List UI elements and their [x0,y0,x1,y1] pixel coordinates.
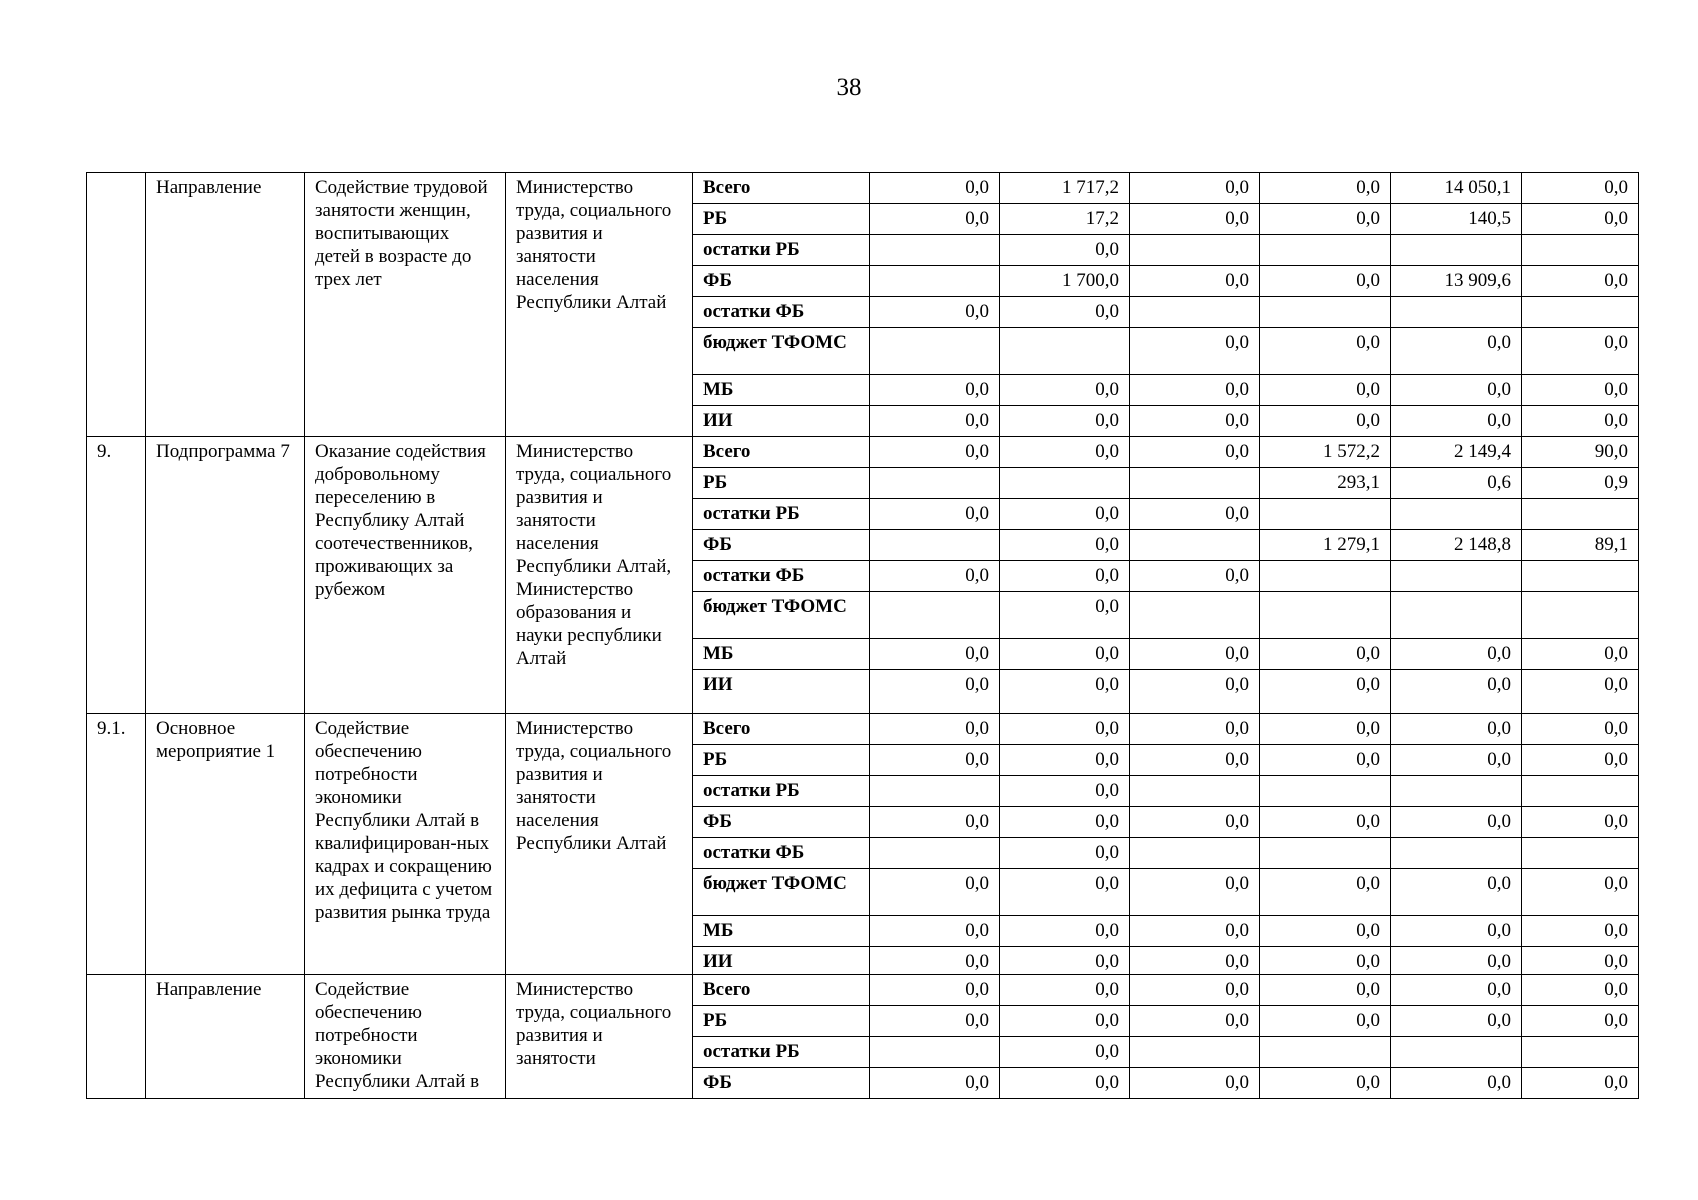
amount-cell: 0,0 [870,499,1000,530]
amount-cell: 0,0 [1000,869,1130,916]
amount-cell: 0,0 [870,437,1000,468]
funding-source: бюджет ТФОМС [693,328,870,375]
amount-cell: 0,0 [1522,807,1639,838]
amount-cell [1522,838,1639,869]
row-number: 9.1. [87,714,146,975]
executor: Министерство труда, социального развития и занятости [506,975,693,1099]
amount-cell [870,1037,1000,1068]
amount-cell: 0,9 [1522,468,1639,499]
amount-cell [870,592,1000,639]
amount-cell [870,838,1000,869]
amount-cell: 0,0 [1130,869,1260,916]
item-name: Содействие обеспечению потребности экономики Республики Алтай в квалифицирован-ных кадрах и сокращению их дефицита с учетом развития рынка труда [305,714,506,975]
funding-source: остатки РБ [693,235,870,266]
amount-cell: 0,0 [1000,406,1130,437]
item-type: Направление [146,173,305,437]
amount-cell: 0,0 [1260,1068,1391,1099]
amount-cell [1130,297,1260,328]
amount-cell: 0,0 [1522,947,1639,975]
amount-cell: 0,0 [1130,670,1260,714]
amount-cell: 0,0 [1391,869,1522,916]
amount-cell [870,776,1000,807]
amount-cell: 0,0 [1130,173,1260,204]
funding-source: Всего [693,173,870,204]
amount-cell: 0,0 [1260,1006,1391,1037]
amount-cell: 0,0 [1391,375,1522,406]
funding-source: остатки РБ [693,1037,870,1068]
amount-cell: 0,0 [1000,947,1130,975]
funding-source: ФБ [693,530,870,561]
page-number: 38 [836,74,862,101]
amount-cell: 0,0 [1391,670,1522,714]
amount-cell: 0,0 [1522,406,1639,437]
amount-cell: 0,0 [1000,1068,1130,1099]
funding-source: ФБ [693,807,870,838]
amount-cell: 293,1 [1260,468,1391,499]
amount-cell: 0,0 [1130,639,1260,670]
amount-cell: 0,0 [1260,173,1391,204]
funding-source: РБ [693,204,870,235]
funding-source: остатки РБ [693,499,870,530]
amount-cell: 0,0 [1260,916,1391,947]
amount-cell [1130,776,1260,807]
amount-cell: 0,6 [1391,468,1522,499]
amount-cell: 0,0 [1000,714,1130,745]
amount-cell: 0,0 [870,1068,1000,1099]
amount-cell [1522,1037,1639,1068]
item-type: Подпрограмма 7 [146,437,305,714]
amount-cell: 0,0 [1130,745,1260,776]
funding-source: Всего [693,714,870,745]
amount-cell: 2 148,8 [1391,530,1522,561]
amount-cell: 0,0 [1130,975,1260,1006]
amount-cell: 0,0 [1130,916,1260,947]
funding-source: ФБ [693,1068,870,1099]
amount-cell: 2 149,4 [1391,437,1522,468]
item-type: Основное мероприятие 1 [146,714,305,975]
amount-cell [870,530,1000,561]
amount-cell: 90,0 [1522,437,1639,468]
amount-cell: 1 700,0 [1000,266,1130,297]
amount-cell: 13 909,6 [1391,266,1522,297]
amount-cell: 0,0 [1000,592,1130,639]
amount-cell: 1 717,2 [1000,173,1130,204]
amount-cell: 0,0 [1522,328,1639,375]
amount-cell: 0,0 [870,561,1000,592]
amount-cell: 0,0 [1130,499,1260,530]
item-type: Направление [146,975,305,1099]
item-name: Оказание содействия добровольному переселению в Республику Алтай соотечественников, проживающих за рубежом [305,437,506,714]
amount-cell [1260,499,1391,530]
amount-cell: 140,5 [1391,204,1522,235]
amount-cell: 0,0 [1130,1068,1260,1099]
amount-cell: 0,0 [1260,406,1391,437]
funding-source: МБ [693,639,870,670]
amount-cell: 0,0 [1000,499,1130,530]
amount-cell: 0,0 [1260,869,1391,916]
row-number [87,975,146,1099]
funding-source: МБ [693,375,870,406]
amount-cell: 17,2 [1000,204,1130,235]
amount-cell [1130,1037,1260,1068]
amount-cell: 0,0 [1130,204,1260,235]
amount-cell: 0,0 [870,869,1000,916]
item-name: Содействие трудовой занятости женщин, воспитывающих детей в возрасте до трех лет [305,173,506,437]
funding-source: Всего [693,437,870,468]
amount-cell: 0,0 [1391,807,1522,838]
amount-cell: 0,0 [1260,670,1391,714]
amount-cell [870,328,1000,375]
funding-source: остатки ФБ [693,561,870,592]
executor: Министерство труда, социального развития и занятости населения Республики Алтай, Министерство образования и науки республики Алтай [506,437,693,714]
funding-source: РБ [693,745,870,776]
amount-cell: 0,0 [1260,328,1391,375]
amount-cell: 0,0 [1130,561,1260,592]
row-number [87,173,146,437]
amount-cell [1391,838,1522,869]
amount-cell [1000,328,1130,375]
amount-cell: 0,0 [1522,869,1639,916]
amount-cell: 0,0 [1000,745,1130,776]
amount-cell: 0,0 [1391,975,1522,1006]
amount-cell: 0,0 [870,406,1000,437]
amount-cell: 0,0 [870,1006,1000,1037]
amount-cell [1391,592,1522,639]
amount-cell: 14 050,1 [1391,173,1522,204]
amount-cell: 0,0 [1391,328,1522,375]
amount-cell: 0,0 [1000,297,1130,328]
amount-cell: 0,0 [870,670,1000,714]
amount-cell [1522,776,1639,807]
amount-cell [1260,592,1391,639]
table-row [87,975,1639,1006]
amount-cell: 0,0 [1000,916,1130,947]
amount-cell: 0,0 [1391,1006,1522,1037]
amount-cell: 0,0 [870,639,1000,670]
amount-cell: 0,0 [1522,204,1639,235]
funding-source: ИИ [693,947,870,975]
amount-cell: 0,0 [1130,266,1260,297]
amount-cell: 0,0 [1522,639,1639,670]
amount-cell [1391,499,1522,530]
amount-cell [1391,561,1522,592]
amount-cell: 0,0 [1522,173,1639,204]
amount-cell [1391,1037,1522,1068]
funding-source: остатки ФБ [693,297,870,328]
amount-cell: 0,0 [1000,776,1130,807]
amount-cell: 0,0 [1522,266,1639,297]
amount-cell: 0,0 [1130,714,1260,745]
executor: Министерство труда, социального развития и занятости населения Республики Алтай [506,714,693,975]
amount-cell: 0,0 [1391,714,1522,745]
amount-cell: 0,0 [1260,975,1391,1006]
funding-source: Всего [693,975,870,1006]
amount-cell [1130,235,1260,266]
amount-cell: 0,0 [870,375,1000,406]
amount-cell [1522,592,1639,639]
amount-cell: 0,0 [1260,807,1391,838]
amount-cell: 0,0 [1130,375,1260,406]
amount-cell: 0,0 [1522,670,1639,714]
amount-cell [1130,838,1260,869]
amount-cell [1260,776,1391,807]
amount-cell: 0,0 [1000,670,1130,714]
amount-cell [1391,297,1522,328]
amount-cell [1260,297,1391,328]
budget-table [86,172,1639,1099]
amount-cell: 0,0 [1130,947,1260,975]
funding-source: остатки РБ [693,776,870,807]
amount-cell: 0,0 [1260,266,1391,297]
amount-cell: 0,0 [1000,639,1130,670]
executor: Министерство труда, социального развития и занятости населения Республики Алтай [506,173,693,437]
amount-cell: 0,0 [1391,745,1522,776]
amount-cell: 0,0 [1522,1006,1639,1037]
amount-cell: 0,0 [870,745,1000,776]
amount-cell: 0,0 [1000,975,1130,1006]
amount-cell [1522,561,1639,592]
amount-cell: 0,0 [1391,639,1522,670]
amount-cell [1522,499,1639,530]
amount-cell: 0,0 [870,975,1000,1006]
funding-source: МБ [693,916,870,947]
amount-cell: 0,0 [1522,745,1639,776]
amount-cell: 0,0 [1000,838,1130,869]
amount-cell [1522,297,1639,328]
amount-cell: 0,0 [1260,375,1391,406]
amount-cell: 0,0 [1391,406,1522,437]
amount-cell: 0,0 [1391,1068,1522,1099]
amount-cell: 0,0 [1000,561,1130,592]
amount-cell: 0,0 [1260,204,1391,235]
funding-source: РБ [693,1006,870,1037]
amount-cell [1260,235,1391,266]
amount-cell [1260,838,1391,869]
amount-cell: 0,0 [870,947,1000,975]
amount-cell: 0,0 [1391,916,1522,947]
amount-cell: 0,0 [1130,1006,1260,1037]
amount-cell: 0,0 [1260,639,1391,670]
amount-cell [1391,235,1522,266]
amount-cell: 1 279,1 [1260,530,1391,561]
funding-source: бюджет ТФОМС [693,592,870,639]
table-row [87,714,1639,745]
funding-source: ИИ [693,670,870,714]
amount-cell [1130,530,1260,561]
amount-cell: 0,0 [1130,807,1260,838]
amount-cell: 0,0 [1130,406,1260,437]
amount-cell [1391,776,1522,807]
amount-cell [1000,468,1130,499]
amount-cell: 0,0 [870,204,1000,235]
funding-source: РБ [693,468,870,499]
amount-cell [1260,561,1391,592]
amount-cell: 0,0 [1391,947,1522,975]
table-row [87,437,1639,468]
amount-cell: 0,0 [1522,714,1639,745]
amount-cell: 0,0 [1130,437,1260,468]
amount-cell [1522,235,1639,266]
amount-cell: 0,0 [1260,714,1391,745]
amount-cell: 0,0 [870,916,1000,947]
funding-source: ФБ [693,266,870,297]
funding-source: бюджет ТФОМС [693,869,870,916]
amount-cell: 0,0 [1522,375,1639,406]
table-body [87,173,1639,1099]
amount-cell: 0,0 [1260,947,1391,975]
amount-cell: 0,0 [1000,437,1130,468]
row-number: 9. [87,437,146,714]
amount-cell: 0,0 [1000,1037,1130,1068]
amount-cell: 0,0 [870,807,1000,838]
amount-cell: 0,0 [870,297,1000,328]
amount-cell: 1 572,2 [1260,437,1391,468]
amount-cell: 89,1 [1522,530,1639,561]
funding-source: остатки ФБ [693,838,870,869]
amount-cell: 0,0 [1000,235,1130,266]
table-row [87,173,1639,204]
amount-cell: 0,0 [1130,328,1260,375]
amount-cell [1260,1037,1391,1068]
amount-cell: 0,0 [1522,975,1639,1006]
amount-cell [870,235,1000,266]
amount-cell: 0,0 [1260,745,1391,776]
amount-cell: 0,0 [870,714,1000,745]
amount-cell [1130,592,1260,639]
funding-source: ИИ [693,406,870,437]
amount-cell: 0,0 [870,173,1000,204]
amount-cell: 0,0 [1522,916,1639,947]
amount-cell: 0,0 [1000,530,1130,561]
item-name: Содействие обеспечению потребности экономики Республики Алтай в [305,975,506,1099]
amount-cell: 0,0 [1000,807,1130,838]
amount-cell [870,468,1000,499]
amount-cell: 0,0 [1522,1068,1639,1099]
amount-cell [1130,468,1260,499]
amount-cell: 0,0 [1000,1006,1130,1037]
amount-cell: 0,0 [1000,375,1130,406]
amount-cell [870,266,1000,297]
